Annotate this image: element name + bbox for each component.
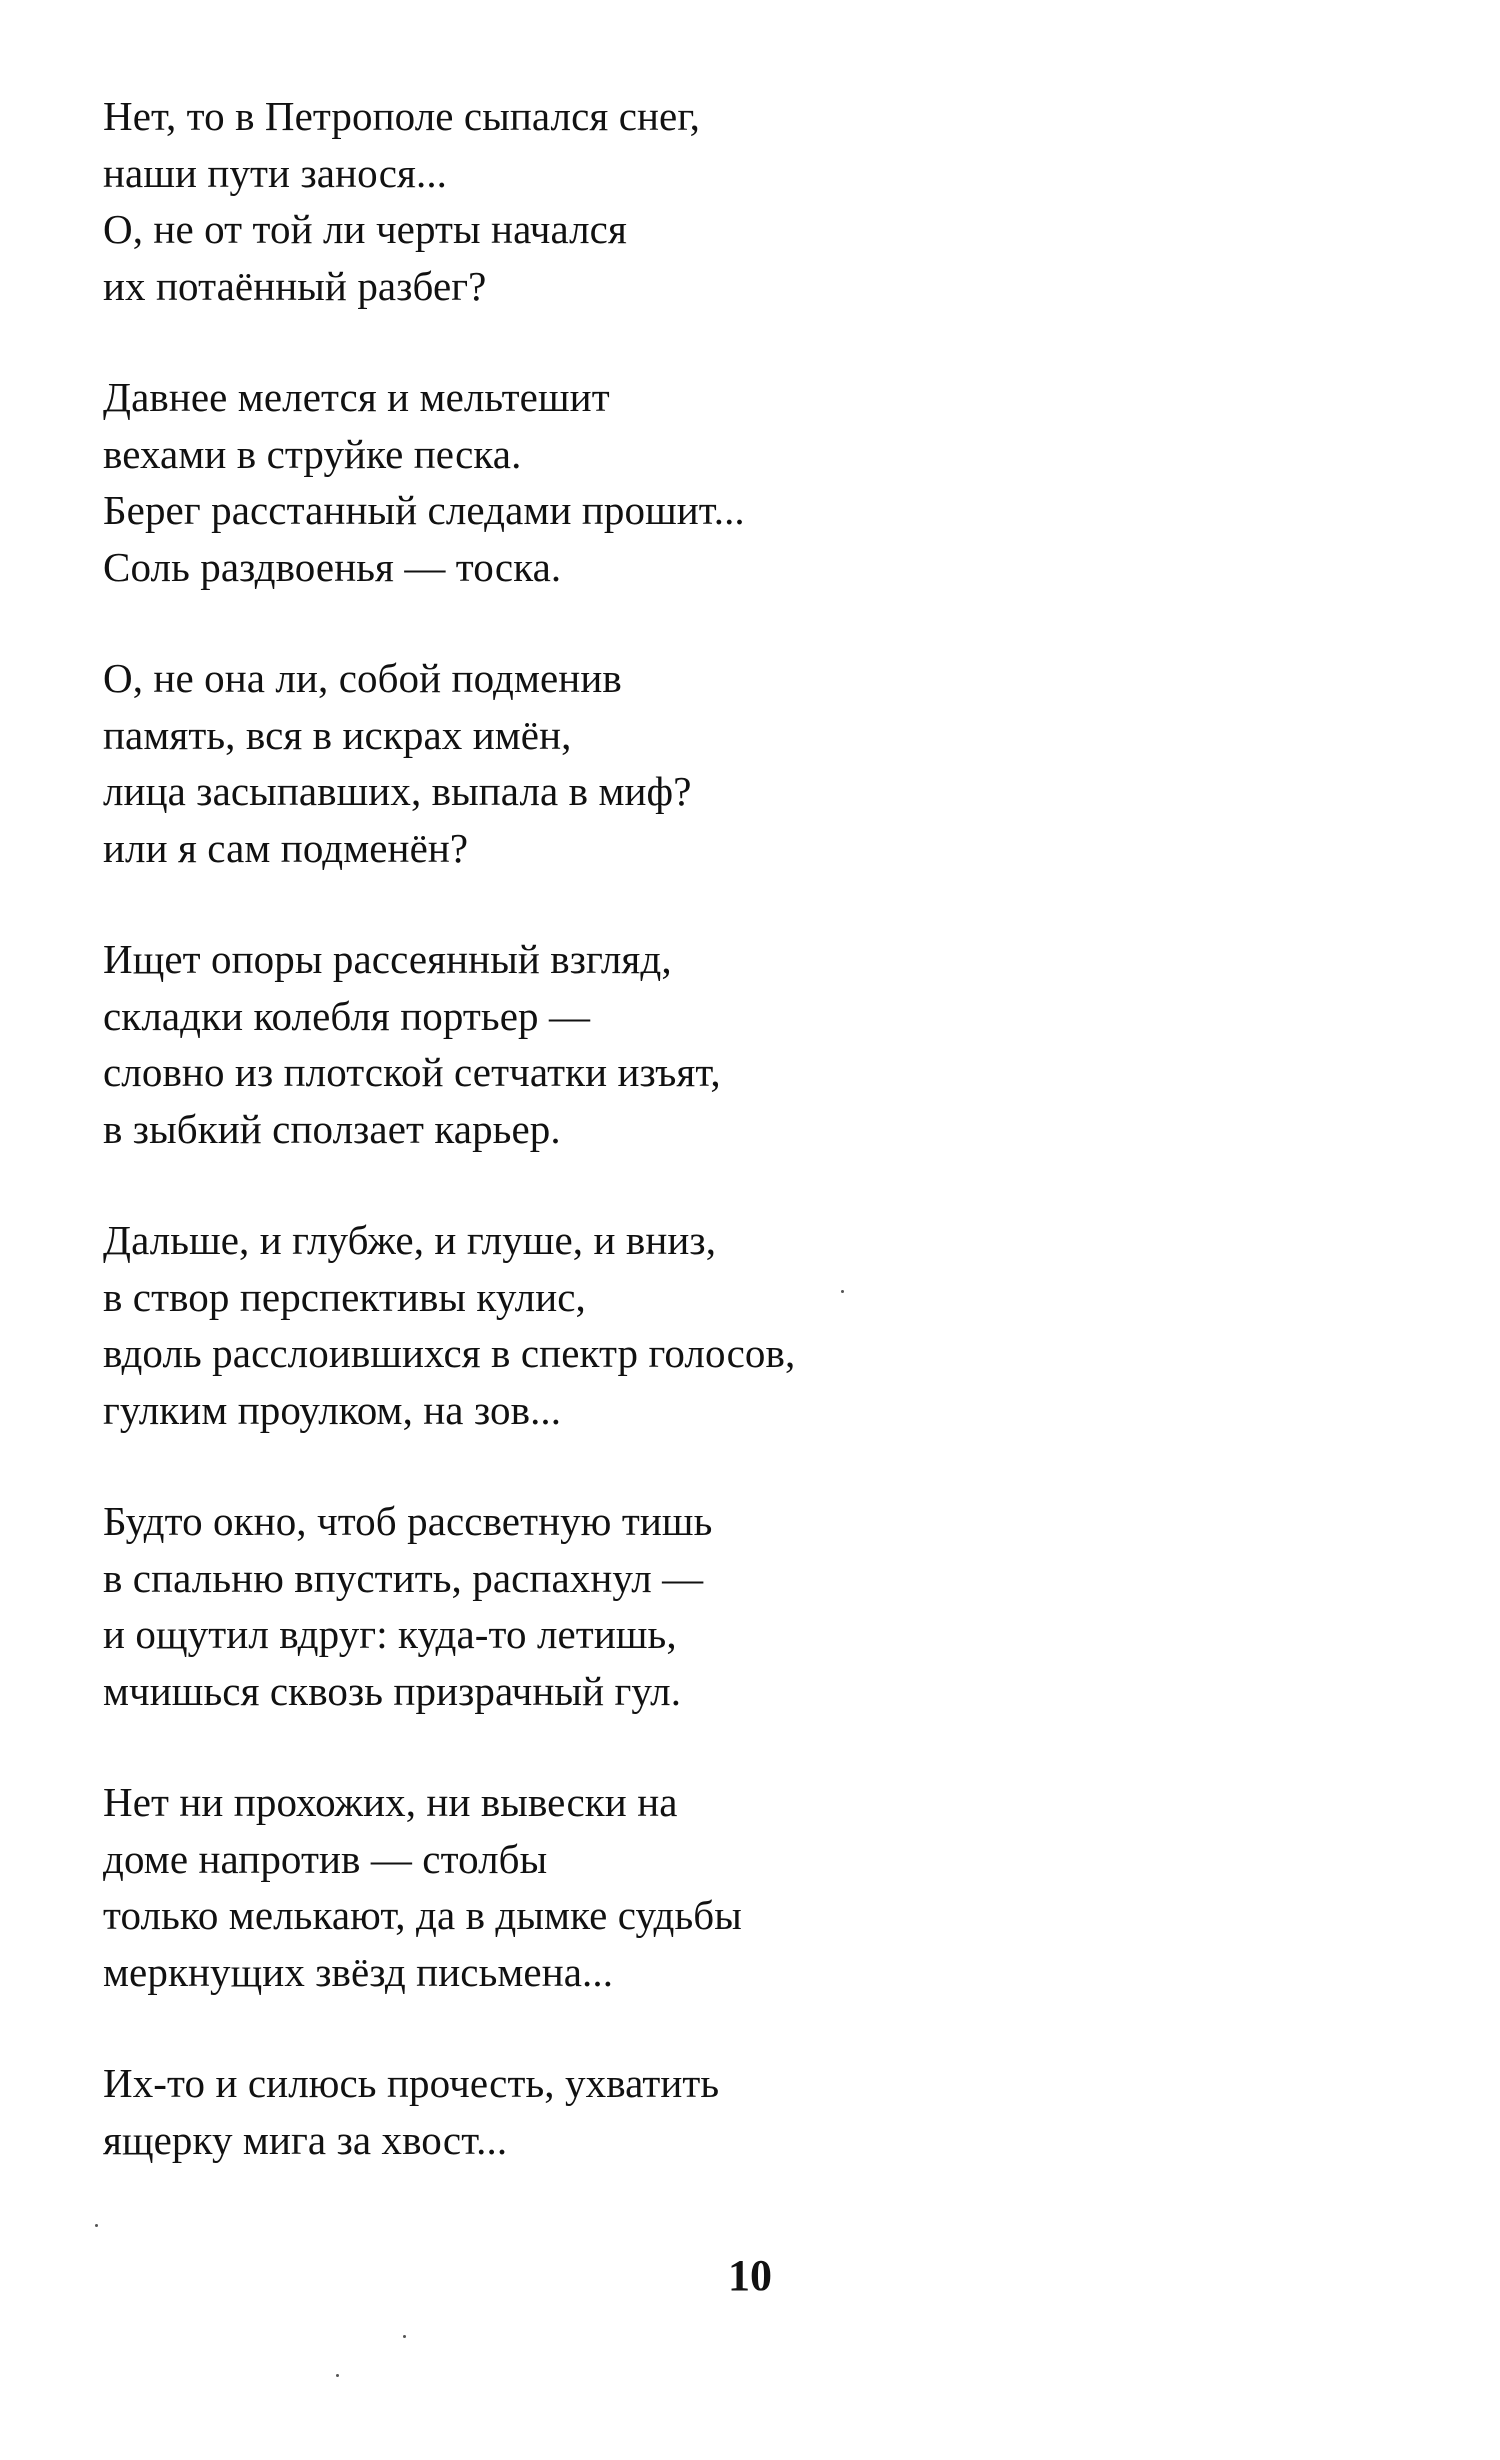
- scan-speck: [336, 2374, 339, 2377]
- poem-line: лица засыпавших, выпала в миф?: [103, 768, 692, 814]
- poem-line: Соль раздвоенья — тоска.: [103, 543, 562, 590]
- page-number: 10: [728, 2251, 772, 2300]
- stanza: [103, 369, 1303, 595]
- scan-speck: [403, 2335, 406, 2338]
- poem-line: О, не от той ли черты начался: [103, 206, 627, 252]
- stanza: [103, 1493, 1303, 1719]
- poem-line: гулким проулком, на зов...: [103, 1386, 562, 1433]
- poem-line: Нет, то в Петрополе сыпался снег,: [103, 93, 700, 139]
- poem-line: меркнущих звёзд письмена...: [103, 1948, 614, 1995]
- poem-line: Их-то и силюсь прочесть, ухватить: [103, 2060, 720, 2106]
- poem-line: мчишься сквозь призрачный гул.: [103, 1667, 682, 1714]
- stanza: [103, 1774, 1303, 2000]
- poem-line: в спальню впустить, распахнул —: [103, 1554, 704, 1601]
- poem-line: словно из плотской сетчатки изъят,: [103, 1049, 721, 1095]
- poem-line: вдоль расслоившихся в спектр голосов,: [103, 1330, 796, 1376]
- poem-line: Дальше, и глубже, и глуше, и вниз,: [103, 1217, 717, 1263]
- poem-line: только мелькают, да в дымке судьбы: [103, 1892, 742, 1938]
- stanza: [103, 2055, 1303, 2168]
- poem-line: доме напротив — столбы: [103, 1835, 548, 1882]
- scan-speck: [841, 1290, 844, 1293]
- poem: [103, 88, 1303, 2223]
- poem-line: и ощутил вдруг: куда-то летишь,: [103, 1611, 677, 1657]
- poem-line: Берег рacстанный следами прошит...: [103, 487, 745, 533]
- poem-line: вехами в струйке песка.: [103, 430, 522, 477]
- poem-line: Будто окно, чтоб рассветную тишь: [103, 1498, 713, 1544]
- poem-line: Ищет опоры рассеянный взгляд,: [103, 936, 672, 982]
- poem-line: ящерку мига за хвост...: [103, 2116, 508, 2163]
- scan-speck: [95, 2224, 98, 2227]
- poem-line: их потаённый разбег?: [103, 262, 487, 309]
- poem-line: Нет ни прохожих, ни вывески на: [103, 1779, 678, 1825]
- poem-line: в зыбкий сползает карьер.: [103, 1105, 561, 1152]
- poem-line: Давнее мелется и мельтешит: [103, 374, 610, 420]
- stanza: [103, 88, 1303, 314]
- poem-line: О, не она ли, собой подменив: [103, 655, 622, 701]
- poem-line: складки колебля портьер —: [103, 992, 591, 1039]
- stanza: [103, 1212, 1303, 1438]
- poem-line: память, вся в искрах имён,: [103, 711, 572, 758]
- stanza: [103, 650, 1303, 876]
- poem-line: или я сам подменён?: [103, 824, 469, 871]
- poem-line: наши пути занося...: [103, 149, 448, 196]
- stanza: [103, 931, 1303, 1157]
- poem-line: в створ перспективы кулис,: [103, 1273, 586, 1320]
